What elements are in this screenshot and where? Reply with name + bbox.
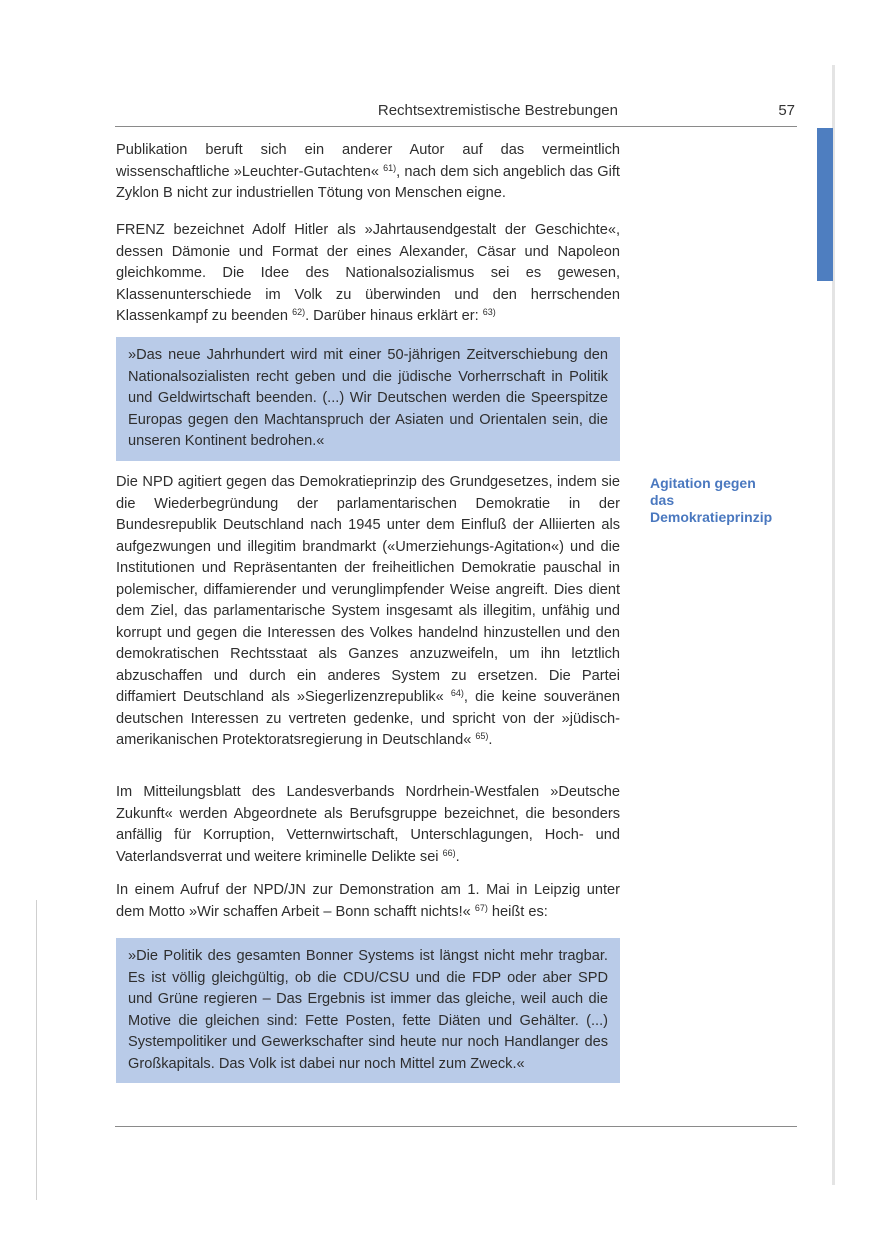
paragraph-4 <box>116 782 620 868</box>
footnote-ref-67: 67) <box>474 902 488 913</box>
quote-box-1 <box>116 337 620 461</box>
quote-2-text: »Die Politik des gesamten Bonner Systems ist längst nicht mehr tragbar. Es ist völlig gleichgültig, ob die CDU/CSU und die FDP oder aber SPD und Grüne regieren – Das Ergebnis ist immer das gleiche, weil auch die Motive die gleichen sind: Fette Posten, fette Diäten und Gehälter. (...) Systempolitiker und Gewerkschafter sind heute nur noch Handlanger des Großkapitals. Das Volk ist dabei nur noch Mittel zum Zweck.« <box>128 948 608 1072</box>
paragraph-4-text: Im Mitteilungsblatt des Landesverbands Nordrhein-Westfalen »Deutsche Zukunft« werden Abgeordnete als Berufsgruppe bezeichnet, die besonders anfällig für Korruption, Vetternwirtschaft, Unterschlagungen, Hoch- und Vaterlandsverrat und weitere kriminelle Delikte sei <box>116 784 620 865</box>
paragraph-3-text: Die NPD agitiert gegen das Demokratieprinzip des Grundgesetzes, indem sie die Wiederbegründung der parlamentarischen Demokratie in der Bundesrepublik Deutschland nach 1945 unter dem Einfluß der Alliierten als aufgezwungen und illegitim brandmarkt («Umerziehungs-Agitation«) und die Institutionen und Repräsentanten der freiheitlichen Demokratie pauschal in polemischer, diffamierender und verunglimpfender Weise angreift. Dies dient dem Ziel, das parlamentarische System insgesamt als illegitim, unfähig und korrupt und gegen die Interessen des Volkes handelnd hinzustellen und den demokratischen Rechtsstaat als Ganzes anzuzweifeln, um ihn letztlich abzuschaffen und durch ein anderes System zu ersetzen. Die Partei diffamiert Deutschland als »Siegerlizenzrepublik« <box>116 474 620 705</box>
paragraph-4-text-end: . <box>455 848 460 865</box>
paragraph-1-text-end: , nach dem sich angeblich das Gift Zyklon B nicht zur industriellen Tötung von Menschen eigne. <box>116 163 620 201</box>
paragraph-3-text-cont: , die keine souveränen deutschen Interessen zu vertreten gedenke, und spricht von der »jüdisch-amerikanischen Protektoratsregierung in Deutschland« <box>116 689 620 748</box>
quote-box-2 <box>116 938 620 1083</box>
header-rule <box>115 126 797 127</box>
margin-note-line: das <box>650 492 675 508</box>
footnote-ref-63: 63) <box>482 307 496 317</box>
paragraph-1 <box>116 140 620 205</box>
footnote-ref-65: 65) <box>475 731 489 741</box>
margin-note <box>650 475 810 526</box>
footnote-ref-62: 62) <box>292 307 306 317</box>
margin-note-line: Demokratieprinzip <box>650 509 773 525</box>
footer-rule <box>115 1126 797 1127</box>
paragraph-2 <box>116 220 620 328</box>
margin-note-line: Agitation gegen <box>650 475 756 491</box>
chapter-tab-marker <box>817 128 833 281</box>
quote-1-text: »Das neue Jahrhundert wird mit einer 50-jährigen Zeitverschiebung den Nationalsozialisten recht geben und die jüdische Vorherrschaft in Politik und Geldwirtschaft beenden. (...) Wir Deutschen werden die Speerspitze Europas gegen den Machtanspruch der Asiaten und Orientalen sein, die unseren Kontinent bedrohen.« <box>128 347 608 449</box>
page-number: 57 <box>778 102 795 119</box>
paragraph-5-text-end: heißt es: <box>487 903 548 920</box>
paragraph-2-text-end: . Darüber hinaus erklärt er: <box>305 308 483 324</box>
paragraph-2-text: FRENZ bezeichnet Adolf Hitler als »Jahrtausendgestalt der Geschichte«, dessen Dämonie und Format der eines Alexander, Cäsar und Napoleon gleichkomme. Die Idee des Nationalsozialismus sei es gewesen, Klassenunterschiede im Volk zu überwinden und den herrschenden Klassenkampf zu beenden <box>116 222 620 324</box>
footnote-ref-64: 64) <box>450 688 464 698</box>
scan-margin-mark <box>36 900 37 1200</box>
paragraph-1-text: Publikation beruft sich ein anderer Autor auf das vermeintlich wissenschaftliche »Leuchter-Gutachten« <box>116 142 620 180</box>
footnote-ref-66: 66) <box>442 847 456 858</box>
footnote-ref-61: 61) <box>383 162 397 173</box>
paragraph-3-text-end: . <box>488 732 493 748</box>
paragraph-3 <box>116 472 620 752</box>
running-header-title: Rechtsextremistische Bestrebungen <box>377 102 618 119</box>
paragraph-5 <box>116 880 620 923</box>
paragraph-5-text: In einem Aufruf der NPD/JN zur Demonstration am 1. Mai in Leipzig unter dem Motto »Wir schaffen Arbeit – Bonn schafft nichts!« <box>116 882 620 920</box>
